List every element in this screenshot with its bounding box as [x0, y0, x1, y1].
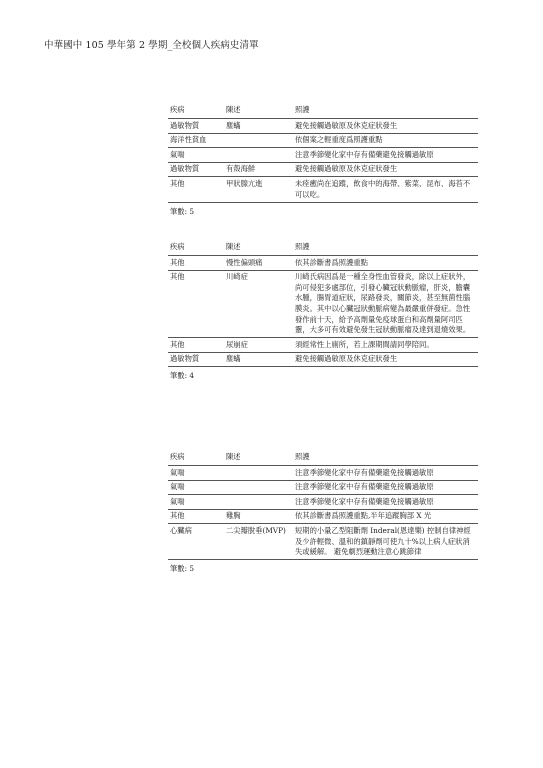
cell-care: 須經常性上廁所，若上課期間請同學陪同。 — [293, 338, 478, 353]
table-row — [168, 495, 478, 510]
table-row — [168, 480, 478, 495]
header-care: 照護 — [293, 240, 478, 256]
disease-table — [168, 240, 478, 367]
disease-table-3 — [168, 450, 478, 574]
cell-category: 氣喘 — [168, 495, 224, 510]
table-row — [168, 338, 478, 353]
header-care: 照護 — [293, 103, 478, 119]
cell-description — [224, 495, 293, 510]
cell-category: 過敏物質 — [168, 119, 224, 134]
table-header-row — [168, 240, 478, 256]
cell-category: 其他 — [168, 338, 224, 353]
table-row — [168, 524, 478, 560]
table-row — [168, 119, 478, 134]
table-row — [168, 162, 478, 177]
table-row — [168, 256, 478, 271]
record-count: 筆數: 5 — [170, 564, 195, 574]
cell-category: 其他 — [168, 270, 224, 338]
disease-table — [168, 450, 478, 560]
cell-category: 過敏物質 — [168, 352, 224, 367]
table-row — [168, 270, 478, 338]
table-header-row — [168, 450, 478, 466]
record-count: 筆數: 4 — [170, 371, 195, 381]
cell-care: 注意季節變化家中存有備藥避免接觸過敏原 — [293, 495, 478, 510]
header-care: 照護 — [293, 450, 478, 466]
page-title: 中華國中 105 學年第 2 學期_全校個人疾病史清單 — [44, 40, 259, 51]
cell-description: 塵蟎 — [224, 352, 293, 367]
record-count: 筆數: 5 — [170, 206, 195, 216]
header-description: 陳述 — [224, 240, 293, 256]
table-row — [168, 466, 478, 481]
header-description: 陳述 — [224, 103, 293, 119]
table-row — [168, 177, 478, 202]
cell-care: 短期的小量乙型阻斷劑 Inderal(恩達樂) 控制自律神經及少許輕微、溫和的鎮靜劑可使九十%以上病人症狀消失或緩解。 避免劇烈運動注意心跳節律 — [293, 524, 478, 560]
cell-description: 甲狀腺亢進 — [224, 177, 293, 202]
cell-category: 其他 — [168, 509, 224, 524]
cell-description: 二尖瓣脫垂(MVP) — [224, 524, 293, 560]
cell-description: 雞胸 — [224, 509, 293, 524]
cell-category: 氣喘 — [168, 148, 224, 163]
cell-care: 避免接觸過敏原及休克症狀發生 — [293, 352, 478, 367]
cell-category: 氣喘 — [168, 480, 224, 495]
table-row — [168, 509, 478, 524]
cell-care: 避免接觸過敏原及休克症狀發生 — [293, 162, 478, 177]
header-category: 疾病 — [168, 103, 224, 119]
cell-care: 依其診斷書爲照護重點,半年追蹤胸部 X 光 — [293, 509, 478, 524]
cell-description: 有殼海鮮 — [224, 162, 293, 177]
cell-description: 尿崩症 — [224, 338, 293, 353]
cell-description: 川崎症 — [224, 270, 293, 338]
cell-category: 海洋性貧血 — [168, 133, 224, 148]
cell-description — [224, 133, 293, 148]
cell-category: 其他 — [168, 177, 224, 202]
cell-description — [224, 466, 293, 481]
cell-description — [224, 480, 293, 495]
table-row — [168, 352, 478, 367]
cell-care: 依其診斷書爲照護重點 — [293, 256, 478, 271]
cell-category: 過敏物質 — [168, 162, 224, 177]
cell-description: 塵蟎 — [224, 119, 293, 134]
cell-category: 其他 — [168, 256, 224, 271]
cell-category: 氣喘 — [168, 466, 224, 481]
table-row — [168, 133, 478, 148]
cell-care: 注意季節變化家中存有備藥避免接觸過敏原 — [293, 466, 478, 481]
table-header-row — [168, 103, 478, 119]
cell-description — [224, 148, 293, 163]
header-category: 疾病 — [168, 240, 224, 256]
header-category: 疾病 — [168, 450, 224, 466]
cell-description: 慢性偏頭痛 — [224, 256, 293, 271]
header-description: 陳述 — [224, 450, 293, 466]
cell-care: 川崎氏病因爲是一種全身性血管發炎，除以上症狀外，尚可侵犯多處部位，引發心臟冠狀動脈瘤，肝炎，膽囊水腫，腸胃道症狀，尿路發炎，關節炎，甚至無菌性腦膜炎。其中以心臟冠狀動脈病變為最嚴重併發症。急性發作前十天，給予高劑量免疫球蛋白和高劑量阿司匹靈，大多可有效避免發生冠狀動脈瘤及達到退燒效果。 — [293, 270, 478, 338]
cell-care: 注意季節變化家中存有備藥避免接觸過敏原 — [293, 480, 478, 495]
disease-table-2 — [168, 240, 478, 381]
disease-table — [168, 103, 478, 203]
cell-care: 依個案之輕重度爲照護重點 — [293, 133, 478, 148]
cell-care: 避免接觸過敏原及休克症狀發生 — [293, 119, 478, 134]
cell-category: 心臟病 — [168, 524, 224, 560]
cell-care: 注意季節變化家中存有備藥避免接觸過敏原 — [293, 148, 478, 163]
table-row — [168, 148, 478, 163]
cell-care: 未痊癒尚在追蹤，飲食中的海帶、紫菜、昆布、海苔不可以吃。 — [293, 177, 478, 202]
disease-table-1 — [168, 103, 478, 217]
